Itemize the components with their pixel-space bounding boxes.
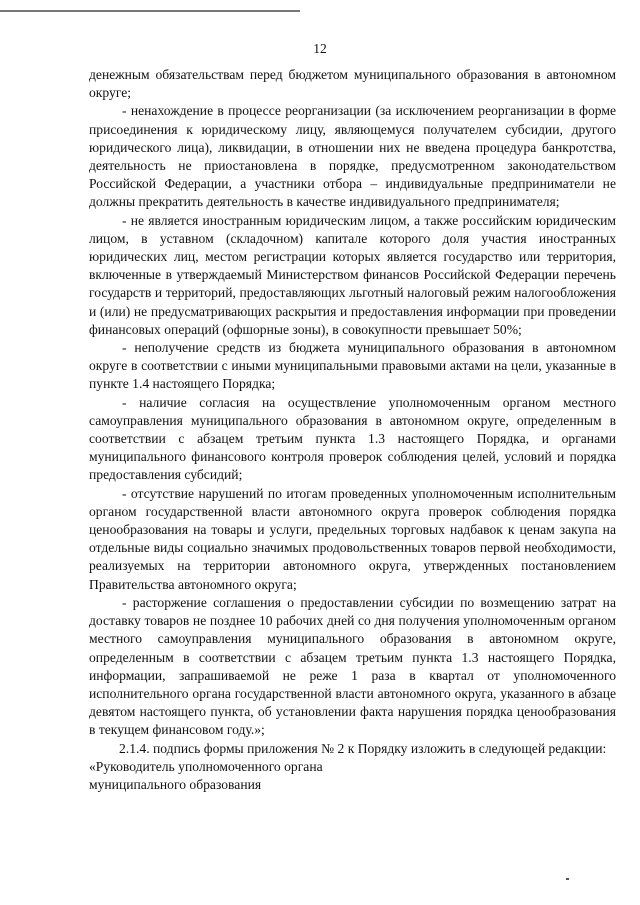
paragraph: 2.1.4. подпись формы приложения № 2 к Порядку изложить в следующей редакции: <box>119 740 607 756</box>
document-body <box>89 66 616 794</box>
top-rule <box>0 10 300 12</box>
paragraph: - ненахождение в процессе реорганизации (за исключением реорганизации в форме присоединения к юридическому лицу, являющемуся получателем субсидии, другого юридического лица), ликвидации, в отношении них не введена процедура банкротства, деятельность не приостановлена в порядке, предусмотренном законодательством Российской Федерации, а участники отбора – индивидуальные предприниматели не должны прекратить деятельность в качестве индивидуального предпринимателя; <box>89 103 616 210</box>
paragraph: - не является иностранным юридическим лицом, а также российским юридическим лицом, в уставном (складочном) капитале которого доля участия иностранных юридических лиц, местом регистрации которых является государство или территория, включенные в утверждаемый Министерством финансов Российской Федерации перечень государств и территорий, предоставляющих льготный налоговый режим налогообложения и (или) не предусматривающих раскрытия и предоставления информации при проведении финансовых операций (офшорные зоны), в совокупности превышает 50%; <box>89 212 616 337</box>
paragraph: - неполучение средств из бюджета муниципального образования в автономном округе в соответствии с иными муниципальными правовыми актами на цели, указанные в пункте 1.4 настоящего Порядка; <box>89 340 616 392</box>
page-number: 12 <box>313 41 327 56</box>
paragraph: - отсутствие нарушений по итогам проведенных уполномоченным исполнительным органом государственной власти автономного округа проверок соблюдения порядка ценообразования на товары и услуги, предельных торговых надбавок к ценам закупа на отдельные виды социально значимых продовольственных товаров первой необходимости, реализуемых на территории автономного округа, утвержденных постановлением Правительства автономного округа; <box>89 485 616 592</box>
scan-mark <box>566 878 569 880</box>
signature-line: муниципального образования <box>89 776 262 792</box>
paragraph: денежным обязательствам перед бюджетом муниципального образования в автономном округе; <box>89 67 616 101</box>
paragraph: - наличие согласия на осуществление уполномоченным органом местного самоуправления муниципального образования в автономном округе, определенным в соответствии с абзацем третьим пункта 1.3 настоящего Порядка, и органами муниципального финансового контроля проверок соблюдения целей, условий и порядка предоставления субсидий; <box>89 394 616 483</box>
paragraph: - расторжение соглашения о предоставлении субсидии по возмещению затрат на доставку товаров не позднее 10 рабочих дней со дня получения уполномоченным органом местного самоуправления муниципального образования в автономном округе, определенным в соответствии с абзацем третьим пункта 1.3 настоящего Порядка, информации, запрашиваемой не реже 1 раза в квартал от уполномоченного исполнительного органа государственной власти автономного округа, указанного в абзаце девятом настоящего пункта, об установлении факта нарушения порядка ценообразования в текущем финансовом году.»; <box>89 594 616 738</box>
signature-line: «Руководитель уполномоченного органа <box>89 758 323 774</box>
